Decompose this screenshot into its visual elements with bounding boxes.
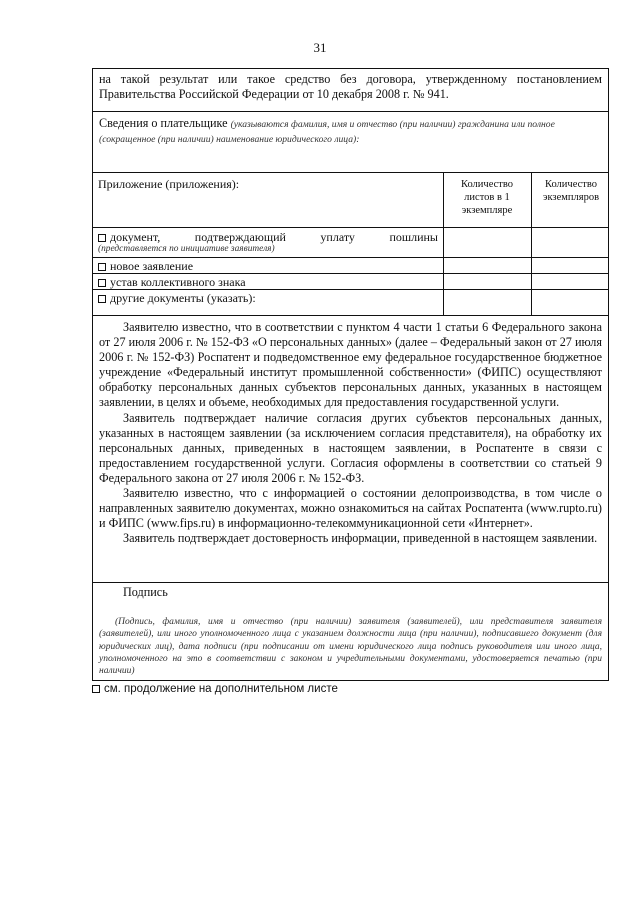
consent-paragraph-2: Заявитель подтверждает наличие согласия других субъектов персональных данных, указанных в настоящем заявлении (за исключением согласия представителя), на обработку их персональных данных, приведенных в настоящем заявлении, в Роспатенте в связи с предоставлением государственной услуги. Согласия оформлены в соответствии со статьей 9 Федерального закона от 27 июля 2006 г. № 152-ФЗ. <box>99 410 602 485</box>
checkbox[interactable] <box>98 263 106 271</box>
attachments-header: Приложение (приложения): <box>98 177 240 191</box>
payer-note: (указываются фамилия, имя и отчество (при наличии) гражданина или полное (сокращенное (при наличии) наименование юридического лица): <box>99 119 555 145</box>
attachment-row-new-application[interactable]: новое заявление <box>98 259 193 273</box>
page-number: 31 <box>313 40 327 55</box>
sheets-column-header: Количество листов в 1 экземпляре <box>460 179 514 216</box>
continuation-label: см. продолжение на дополнительном листе <box>104 683 338 695</box>
consent-paragraph-4: Заявитель подтверждает достоверность информации, приведенной в настоящем заявлении. <box>123 531 598 546</box>
attachments-table <box>92 172 609 316</box>
signature-note: (Подпись, фамилия, имя и отчество (при наличии) заявителя (заявителей), или представителя заявителя (заявителей), или иного уполномоченного лица с указанием должности лица (при наличии), подписавшего документ (для юридических лиц), дата подписи (при подписании от имени юридического лица подпись руководителя или иного лица, уполномоченного на это в соответствии с законом и учредительными документами, удостоверяется печатью (при наличии) <box>99 617 602 677</box>
signature-label: Подпись <box>123 585 168 599</box>
consent-paragraph-3: Заявителю известно, что с информацией о состоянии делопроизводства, в том числе о направленных заявителю документах, можно ознакомиться на сайтах Роспатента (www.rupto.ru) и ФИПС (www.fips.ru) в информационно-телекоммуникационной сети «Интернет». <box>99 486 602 531</box>
attachment-row-collective-mark-charter[interactable]: устав коллективного знака <box>98 275 246 289</box>
attachment-row-fee-document[interactable]: документ, подтверждающий уплату пошлины (представляется по инициативе заявителя) <box>98 230 438 254</box>
section-continuation-text <box>92 68 609 112</box>
continuation-line-1: на такой результат или такое средство без договора, утвержденному постановлением <box>99 72 602 86</box>
fee-document-note: (представляется по инициативе заявителя) <box>98 244 275 254</box>
payer-label: Сведения о плательщике <box>99 116 228 130</box>
payer-info-section <box>92 111 609 173</box>
continuation-line-2: Правительства Российской Федерации от 10 декабря 2008 г. № 941. <box>99 87 449 101</box>
checkbox[interactable] <box>98 295 106 303</box>
signature-section <box>92 582 609 681</box>
continuation-checkbox-row[interactable] <box>92 682 338 696</box>
copies-column-header: Количество экземпляров <box>542 179 600 203</box>
checkbox[interactable] <box>98 234 106 242</box>
attachment-row-other-documents[interactable]: другие документы (указать): <box>98 291 256 305</box>
checkbox[interactable] <box>98 279 106 287</box>
consent-paragraph-1: Заявителю известно, что в соответствии с пунктом 4 части 1 статьи 6 Федерального закона от 27 июля 2006 г. № 152-ФЗ «О персональных данных» (далее – Федеральный закон от 27 июля 2006 г. № 152-ФЗ) Роспатент и подведомственное ему федеральное государственное бюджетное учреждение «Федеральный институт промышленной собственности» (ФИПС) осуществляют обработку персональных данных субъектов персональных данных, указанных в настоящем заявлении, в целях и объеме, необходимых для предоставления государственной услуги. <box>99 320 602 410</box>
payer-info-text <box>99 116 602 146</box>
consent-section <box>92 315 609 583</box>
checkbox[interactable] <box>92 685 100 693</box>
